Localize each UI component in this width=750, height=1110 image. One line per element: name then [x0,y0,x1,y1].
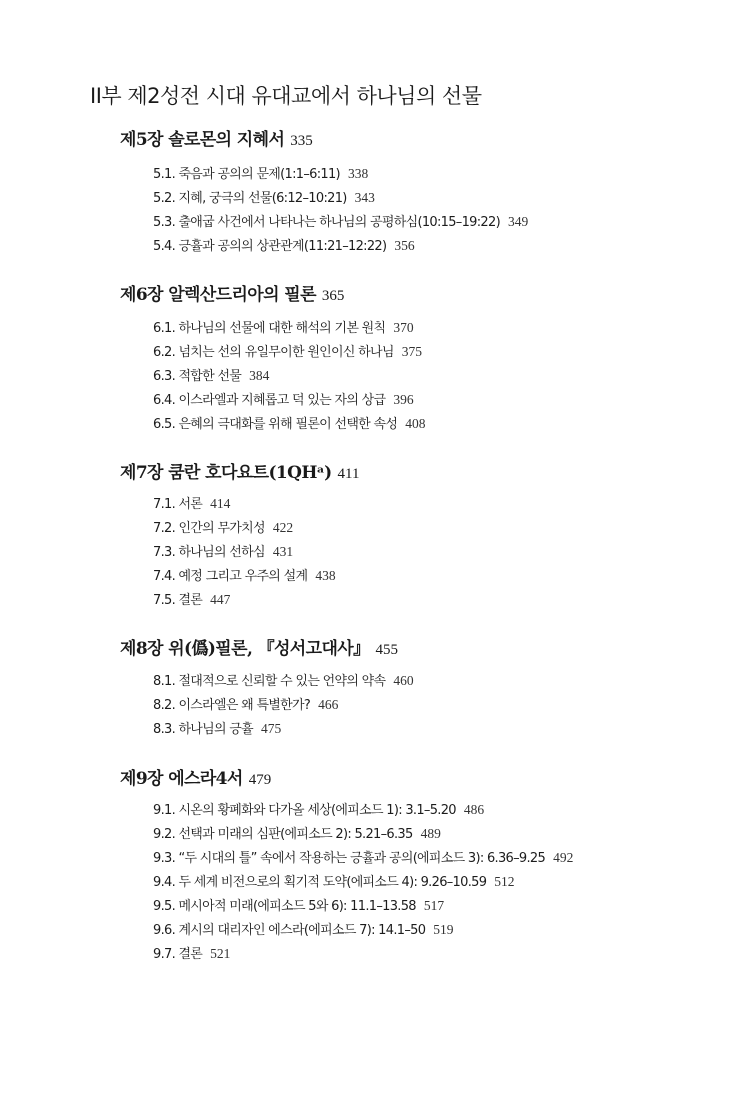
section-entry [153,670,414,689]
section-entry [153,541,293,560]
section-entry [153,365,269,384]
chapter-title: 제6장 알렉산드리아의 필론 [120,285,316,305]
section-label: 7.2. 인간의 무가치성 [153,521,265,536]
chapter-heading [120,764,271,789]
section-label: 7.3. 하나님의 선하심 [153,545,265,560]
section-entry [153,565,336,584]
section-label: 9.3. “두 시대의 틀” 속에서 작용하는 긍휼과 공의(에피소드 3): 6.36–9.25 [153,851,546,866]
chapter-title: 제5장 솔로몬의 지혜서 [120,130,285,150]
section-entry [153,389,414,408]
section-entry [153,413,425,432]
section-page: 512 [494,874,515,889]
chapter-page: 365 [321,288,345,304]
section-page: 489 [420,826,441,841]
section-page: 338 [347,166,369,181]
section-page: 414 [210,496,231,511]
section-page: 438 [315,568,336,583]
section-page: 466 [318,697,339,712]
section-label: 7.4. 예정 그리고 우주의 설계 [153,569,308,584]
section-page: 343 [354,190,375,205]
section-entry [153,694,338,713]
chapter-title: 제7장 쿰란 호다요트(1QHᵃ) [120,463,332,483]
section-page: 447 [210,592,231,607]
section-label: 9.1. 시온의 황폐화와 다가올 세상(에피소드 1): 3.1–5.20 [153,803,456,818]
section-page: 384 [249,368,270,383]
section-page: 396 [393,392,414,407]
section-entry [153,187,375,206]
chapter-heading [120,634,398,659]
section-entry [153,919,454,938]
section-page: 486 [463,802,485,817]
chapter-page: 335 [290,133,313,149]
part-title: II부 제2성전 시대 유대교에서 하나님의 선물 [90,84,482,108]
section-label: 5.2. 지혜, 궁극의 선물(6:12–10:21) [153,191,347,206]
section-page: 370 [393,320,414,335]
section-label: 9.6. 계시의 대리자인 에스라(에피소드 7): 14.1–50 [153,923,426,938]
section-label: 9.7. 결론 [153,947,203,962]
section-label: 8.1. 절대적으로 신뢰할 수 있는 언약의 약속 [153,674,386,689]
section-page: 356 [394,238,415,253]
section-label: 6.5. 은혜의 극대화를 위해 필론이 선택한 속성 [153,417,398,432]
section-page: 521 [210,946,231,961]
section-label: 9.4. 두 세계 비전으로의 획기적 도약(에피소드 4): 9.26–10.59 [153,875,487,890]
section-label: 8.3. 하나님의 긍휼 [153,722,254,737]
chapter-page: 455 [375,642,398,658]
section-entry [153,341,422,360]
section-label: 5.3. 출애굽 사건에서 나타나는 하나님의 공평하심(10:15–19:22) [153,215,500,230]
section-page: 349 [507,214,529,229]
section-label: 6.4. 이스라엘과 지혜롭고 덕 있는 자의 상급 [153,393,386,408]
section-entry [153,895,444,914]
section-page: 460 [393,673,414,688]
section-entry [153,211,528,230]
section-label: 6.1. 하나님의 선물에 대한 해석의 기본 원칙 [153,321,386,336]
chapter-page: 411 [337,466,360,482]
section-entry [153,718,281,737]
section-entry [153,163,368,182]
section-entry [153,317,414,336]
section-label: 9.5. 메시아적 미래(에피소드 5와 6): 11.1–13.58 [153,899,416,914]
section-page: 375 [401,344,423,359]
section-entry [153,943,230,962]
chapter-page: 479 [248,772,272,788]
section-entry [153,847,573,866]
section-label: 5.1. 죽음과 공의의 문제(1:1–6:11) [153,167,340,182]
section-entry [153,799,484,818]
section-label: 5.4. 긍휼과 공의의 상관관계(11:21–12:22) [153,239,387,254]
chapter-title: 제9장 에스라4서 [120,769,243,789]
chapter-heading [120,458,360,483]
section-entry [153,589,230,608]
section-label: 7.1. 서론 [153,497,203,512]
section-label: 8.2. 이스라엘은 왜 특별한가? [153,698,311,713]
section-page: 431 [272,544,294,559]
section-entry [153,235,415,254]
section-entry [153,517,293,536]
section-page: 475 [261,721,282,736]
section-label: 6.3. 적합한 선물 [153,369,242,384]
section-page: 408 [405,416,426,431]
section-page: 422 [272,520,294,535]
section-page: 519 [433,922,454,937]
chapter-heading [120,125,313,150]
section-label: 6.2. 넘치는 선의 유일무이한 원인이신 하나님 [153,345,394,360]
section-entry [153,823,441,842]
section-page: 492 [553,850,574,865]
section-label: 7.5. 결론 [153,593,203,608]
section-page: 517 [423,898,445,913]
section-entry [153,871,515,890]
chapter-heading [120,280,344,305]
section-label: 9.2. 선택과 미래의 심판(에피소드 2): 5.21–6.35 [153,827,413,842]
section-entry [153,493,230,512]
chapter-title: 제8장 위(僞)필론, 『성서고대사』 [120,639,370,659]
